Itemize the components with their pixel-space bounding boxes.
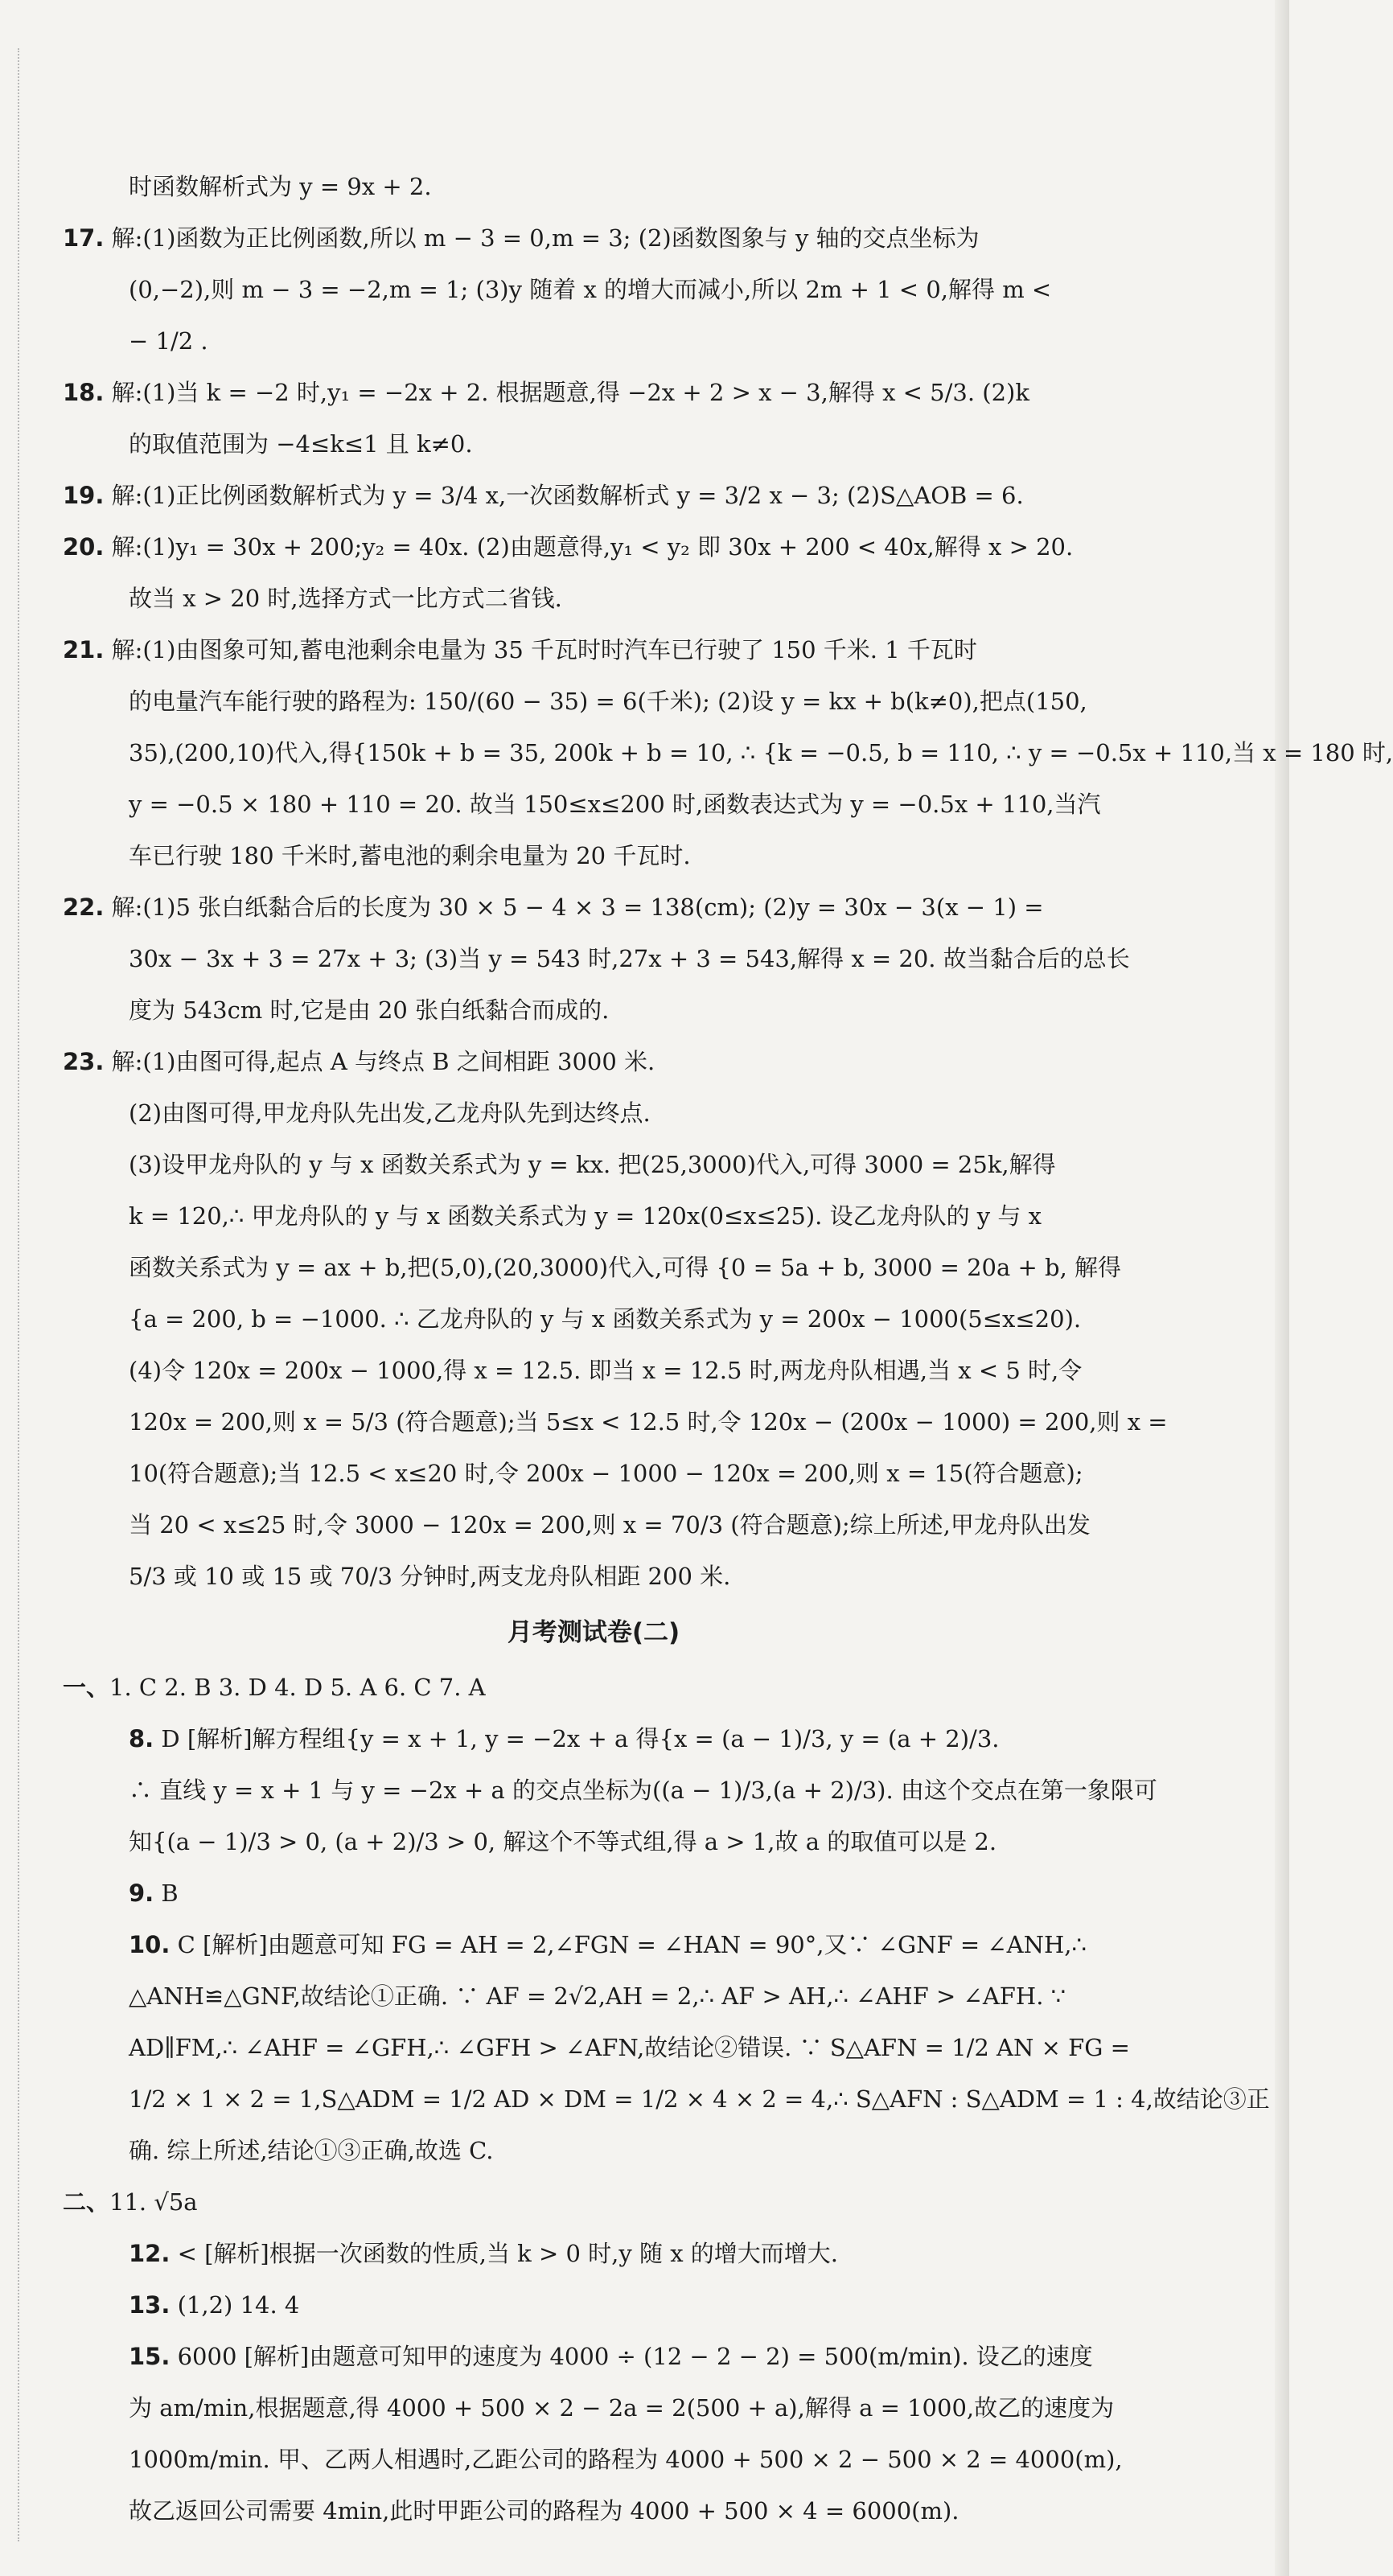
answer-line: [63, 315, 1124, 367]
answer-text: k = 120,∴ 甲龙舟队的 y 与 x 函数关系式为 y = 120x(0≤x≤25). 设乙龙舟队的 y 与 x: [129, 1202, 1042, 1230]
answers-part-2: [63, 1662, 1270, 2537]
answer-line: [63, 1242, 1124, 1293]
answer-text: 解:(1)由图可得,起点 A 与终点 B 之间相距 3000 米.: [104, 1048, 655, 1075]
answer-line: [63, 212, 1124, 264]
answer-line: [63, 1816, 1124, 1867]
question-number: 15.: [129, 2343, 171, 2370]
answer-line: [63, 1551, 1124, 1602]
answer-line: [63, 470, 1124, 521]
answer-text: 1000m/min. 甲、乙两人相遇时,乙距公司的路程为 4000 + 500 × 2 − 500 × 2 = 4000(m),: [129, 2446, 1123, 2473]
answer-line: [63, 1970, 1124, 2022]
answer-text: 的取值范围为 −4≤k≤1 且 k≠0.: [129, 430, 473, 458]
question-number: 23.: [63, 1048, 105, 1075]
answer-text: 故乙返回公司需要 4min,此时甲距公司的路程为 4000 + 500 × 4 = 6000(m).: [129, 2497, 959, 2525]
answer-text: (4)令 120x = 200x − 1000,得 x = 12.5. 即当 x = 12.5 时,两龙舟队相遇,当 x < 5 时,令: [129, 1357, 1083, 1384]
question-number: 19.: [63, 482, 105, 509]
answer-text: 10(符合题意);当 12.5 < x≤20 时,令 200x − 1000 − 120x = 200,则 x = 15(符合题意);: [129, 1460, 1083, 1487]
answer-text: y = −0.5 × 180 + 110 = 20. 故当 150≤x≤200 时,函数表达式为 y = −0.5x + 110,当汽: [129, 791, 1101, 818]
answer-line: [63, 2434, 1124, 2485]
answer-text: 30x − 3x + 3 = 27x + 3; (3)当 y = 543 时,27x + 3 = 543,解得 x = 20. 故当黏合后的总长: [129, 945, 1130, 972]
answer-text: 11. √5a: [109, 2188, 198, 2216]
answer-text: (1,2) 14. 4: [170, 2291, 300, 2319]
answer-line: [63, 1499, 1124, 1551]
question-number: 22.: [63, 894, 105, 921]
question-number: 10.: [129, 1931, 171, 1958]
answer-text: C [解析]由题意可知 FG = AH = 2,∠FGN = ∠HAN = 90°,又∵ ∠GNF = ∠ANH,∴: [170, 1931, 1087, 1958]
answer-text: 当 20 < x≤25 时,令 3000 − 120x = 200,则 x = 70/3 (符合题意);综上所述,甲龙舟队出发: [129, 1511, 1091, 1539]
answer-line: [63, 2073, 1270, 2125]
answer-line: [63, 1190, 1124, 1242]
answer-line: [63, 367, 1124, 418]
answer-text: (2)由图可得,甲龙舟队先出发,乙龙舟队先到达终点.: [129, 1099, 651, 1127]
answer-text: 6000 [解析]由题意可知甲的速度为 4000 ÷ (12 − 2 − 2) = 500(m/min). 设乙的速度: [170, 2343, 1093, 2370]
answer-line: [63, 1765, 1157, 1816]
question-number: 一、: [63, 1674, 110, 1701]
answer-text: 解:(1)正比例函数解析式为 y = 3/4 x,一次函数解析式 y = 3/2 x − 3; (2)S△AOB = 6.: [104, 482, 1024, 509]
answer-line: [63, 1139, 1124, 1190]
answer-line: [63, 2125, 1124, 2176]
answer-text: 知{(a − 1)/3 > 0, (a + 2)/3 > 0, 解这个不等式组,得 a > 1,故 a 的取值可以是 2.: [129, 1828, 997, 1855]
answer-line: [63, 418, 1124, 470]
question-number: 18.: [63, 379, 105, 406]
answer-line: [63, 1345, 1124, 1396]
answer-line: [63, 676, 1124, 727]
answer-text: 1. C 2. B 3. D 4. D 5. A 6. C 7. A: [109, 1674, 486, 1701]
answer-line: [63, 881, 1124, 933]
answer-text: {a = 200, b = −1000. ∴ 乙龙舟队的 y 与 x 函数关系式为 y = 200x − 1000(5≤x≤20).: [129, 1305, 1082, 1333]
answer-text: 120x = 200,则 x = 5/3 (符合题意);当 5≤x < 12.5 时,令 120x − (200x − 1000) = 200,则 x =: [129, 1408, 1168, 1436]
answer-line: [63, 264, 1124, 315]
answer-line: [63, 573, 1124, 624]
answer-text: 为 am/min,根据题意,得 4000 + 500 × 2 − 2a = 2(500 + a),解得 a = 1000,故乙的速度为: [129, 2394, 1115, 2422]
answer-text: < [解析]根据一次函数的性质,当 k > 0 时,y 随 x 的增大而增大.: [170, 2240, 838, 2267]
answer-text: − 1/2 .: [129, 327, 208, 355]
answer-line: [63, 1713, 1124, 1765]
question-number: 20.: [63, 533, 105, 561]
answer-text: (0,−2),则 m − 3 = −2,m = 1; (3)y 随着 x 的增大而减小,所以 2m + 1 < 0,解得 m <: [129, 276, 1052, 303]
answer-text: ∴ 直线 y = x + 1 与 y = −2x + a 的交点坐标为((a − 1)/3,(a + 2)/3). 由这个交点在第一象限可: [129, 1777, 1157, 1804]
answer-text: D [解析]解方程组{y = x + 1, y = −2x + a 得{x = (a − 1)/3, y = (a + 2)/3.: [154, 1725, 1000, 1752]
answer-line: [63, 2022, 1130, 2073]
answer-text: 的电量汽车能行驶的路程为: 150/(60 − 35) = 6(千米); (2)设 y = kx + b(k≠0),把点(150,: [129, 688, 1087, 715]
page-edge-shadow: [1275, 0, 1289, 2576]
answer-text: 35),(200,10)代入,得{150k + b = 35, 200k + b = 10, ∴ {k = −0.5, b = 110, ∴ y = −0.5x + 110,当 x = 180 时,: [129, 739, 1393, 766]
answer-text: 确. 综上所述,结论①③正确,故选 C.: [129, 2137, 494, 2164]
answer-line: [63, 830, 1124, 881]
answer-text: 5/3 或 10 或 15 或 70/3 分钟时,两支龙舟队相距 200 米.: [129, 1563, 731, 1590]
answer-text: 时函数解析式为 y = 9x + 2.: [129, 173, 432, 200]
question-number: 13.: [129, 2291, 171, 2319]
answer-line: [63, 2279, 1124, 2331]
question-number: 8.: [129, 1725, 154, 1752]
question-number: 9.: [129, 1880, 154, 1907]
answer-text: 解:(1)y₁ = 30x + 200;y₂ = 40x. (2)由题意得,y₁ < y₂ 即 30x + 200 < 40x,解得 x > 20.: [104, 533, 1074, 561]
answer-text: 函数关系式为 y = ax + b,把(5,0),(20,3000)代入,可得 {0 = 5a + b, 3000 = 20a + b, 解得: [129, 1254, 1122, 1281]
answer-line: [63, 2331, 1124, 2382]
answer-line: [63, 1662, 1124, 1713]
question-number: 二、: [63, 2188, 110, 2216]
answer-text: △ANH≌△GNF,故结论①正确. ∵ AF = 2√2,AH = 2,∴ AF > AH,∴ ∠AHF > ∠AFH. ∵: [129, 1982, 1066, 2010]
answer-text: 故当 x > 20 时,选择方式一比方式二省钱.: [129, 585, 562, 612]
answer-line: [63, 2485, 1124, 2537]
answer-line: [63, 933, 1130, 984]
answer-line: [63, 1448, 1124, 1499]
answer-text: 度为 543cm 时,它是由 20 张白纸黏合而成的.: [129, 996, 610, 1024]
answer-line: [63, 1396, 1168, 1448]
answer-line: [63, 2382, 1124, 2434]
answer-text: AD∥FM,∴ ∠AHF = ∠GFH,∴ ∠GFH > ∠AFN,故结论②错误. ∵ S△AFN = 1/2 AN × FG =: [129, 2034, 1130, 2061]
answer-line: [63, 1293, 1124, 1345]
question-number: 12.: [129, 2240, 171, 2267]
answers-part-1: [63, 161, 1393, 1602]
answer-text: 1/2 × 1 × 2 = 1,S△ADM = 1/2 AD × DM = 1/2 × 4 × 2 = 4,∴ S△AFN : S△ADM = 1 : 4,故结论③正: [129, 2085, 1270, 2113]
binding-margin-line: [18, 48, 19, 2541]
answer-line: [63, 779, 1124, 830]
answer-text: 车已行驶 180 千米时,蓄电池的剩余电量为 20 千瓦时.: [129, 842, 691, 869]
answer-line: [63, 984, 1124, 1036]
answer-text: 解:(1)函数为正比例函数,所以 m − 3 = 0,m = 3; (2)函数图象与 y 轴的交点坐标为: [104, 224, 980, 252]
answer-line: [63, 727, 1393, 779]
question-number: 17.: [63, 224, 105, 252]
section-title: 月考测试卷(二): [507, 1618, 680, 1647]
answer-line: [63, 1919, 1124, 1970]
answer-line: [63, 521, 1124, 573]
answer-line: [63, 1867, 1124, 1919]
answer-line: [63, 624, 1124, 676]
answer-line: [63, 2228, 1124, 2279]
answer-text: 解:(1)当 k = −2 时,y₁ = −2x + 2. 根据题意,得 −2x + 2 > x − 3,解得 x < 5/3. (2)k: [104, 379, 1029, 406]
answer-text: B: [154, 1880, 179, 1907]
answer-text: 解:(1)由图象可知,蓄电池剩余电量为 35 千瓦时时汽车已行驶了 150 千米. 1 千瓦时: [104, 636, 977, 664]
answer-line: [63, 2176, 1124, 2228]
answer-line: [63, 1036, 1124, 1087]
answer-content: [63, 161, 1393, 2537]
answer-text: (3)设甲龙舟队的 y 与 x 函数关系式为 y = kx. 把(25,3000)代入,可得 3000 = 25k,解得: [129, 1151, 1056, 1178]
question-number: 21.: [63, 636, 105, 664]
answer-line: [63, 161, 1124, 212]
answer-line: [63, 1087, 1124, 1139]
answer-text: 解:(1)5 张白纸黏合后的长度为 30 × 5 − 4 × 3 = 138(cm); (2)y = 30x − 3(x − 1) =: [104, 894, 1044, 921]
